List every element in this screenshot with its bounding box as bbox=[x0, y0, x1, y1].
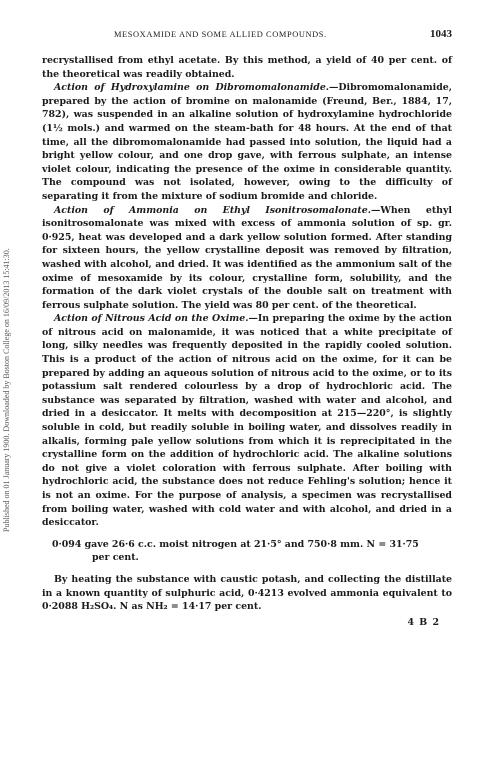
section-run-in-heading: Action of Nitrous Acid on the Oxime. bbox=[54, 313, 249, 325]
paragraph-text: recrystallised from ethyl acetate. By this method, a yield of 40 per cent. of the theoretical was readily obtained. bbox=[42, 55, 452, 80]
page-header bbox=[42, 28, 452, 46]
sheet-signature: 4 B 2 bbox=[407, 616, 440, 628]
paragraph-ammonia bbox=[42, 204, 452, 313]
paragraph-continuation bbox=[42, 54, 452, 81]
paragraph-hydroxylamine bbox=[42, 81, 452, 203]
section-run-in-heading: Action of Ammonia on Ethyl Isonitrosomalonate. bbox=[54, 204, 371, 216]
running-title: MESOXAMIDE AND SOME ALLIED COMPOUNDS. bbox=[114, 30, 327, 39]
paragraph-text: —Dibromomalonamide, prepared by the action of bromine on malonamide (Freund, Ber., 1884, 17, 782), was suspended in an alkaline solution of hydroxylamine hydrochloride (1½ mols.) and warmed on the steam-bath for 48 hours. At the end of that time, all the dibromomalonamide had passed into solution, the liquid had a bright yellow colour, and one drop gave, with ferrous sulphate, an intense violet colour, indicating the presence of the oxime in considerable quantity. The compound was not isolated, however, owing to the difficulty of separating it from the mixture of sodium bromide and chloride. bbox=[42, 82, 452, 202]
download-watermark: Published on 01 January 1900. Downloaded by Boston College on 16/09/2013 15:41:30. bbox=[2, 248, 11, 532]
analysis-line-continued: per cent. bbox=[92, 552, 139, 564]
paragraph-text: By heating the substance with caustic potash, and collecting the distillate in a known quantity of sulphuric acid, 0·4213 evolved ammonia equivalent to 0·2088 H₂SO₄. N as NH₂ = 14·17 per cent. bbox=[42, 573, 452, 613]
analysis-line: 0·094 gave 26·6 c.c. moist nitrogen at 21·5° and 750·8 mm. N = 31·75 bbox=[52, 538, 419, 550]
journal-page bbox=[42, 28, 452, 629]
section-run-in-heading: Action of Hydroxylamine on Dibromomalonamide. bbox=[54, 82, 330, 94]
page-number: 1043 bbox=[430, 28, 452, 40]
paragraph-closing bbox=[42, 573, 452, 614]
paragraph-nitrous-acid bbox=[42, 312, 452, 530]
analysis-result bbox=[52, 538, 452, 565]
paragraph-text: —In preparing the oxime by the action of nitrous acid on malonamide, it was noticed that a white precipitate of long, silky needles was frequently deposited in the rapidly cooled solution. This is a product of the action of nitrous acid on the oxime, for it can be prepared by adding an aqueous solution of nitrous acid to the oxime, or to its potassium salt rendered colourless by a drop of hydrochloric acid. The substance was separated by filtration, washed with water and alcohol, and dried in a desiccator. It melts with decomposition at 215—220°, is slightly soluble in cold, but readily soluble in boiling water, and dissolves readily in alkalis, forming pale yellow solutions from which it is reprecipitated in the crystalline form on the addition of hydrochloric acid. The alkaline solutions do not give a violet coloration with ferrous sulphate. After boiling with hydrochloric acid, the substance does not reduce Fehling's solution; hence it is not an oxime. For the purpose of analysis, a specimen was recrystallised from boiling water, washed with cold water and with alcohol, and dried in a desiccator. bbox=[42, 313, 452, 529]
article-body bbox=[42, 54, 452, 629]
paragraph-text: —When ethyl isonitrosomalonate was mixed with excess of ammonia solution of sp. gr. 0·925, heat was developed and a dark yellow solution formed. After standing for sixteen hours, the yellow crystalline deposit was removed by filtration, washed with alcohol, and dried. It was identified as the ammonium salt of the oxime of mesoxamide by its colour, crystalline form, solubility, and the formation of the dark violet crystals of the double salt on treatment with ferrous sulphate solution. The yield was 80 per cent. of the theoretical. bbox=[42, 204, 452, 311]
